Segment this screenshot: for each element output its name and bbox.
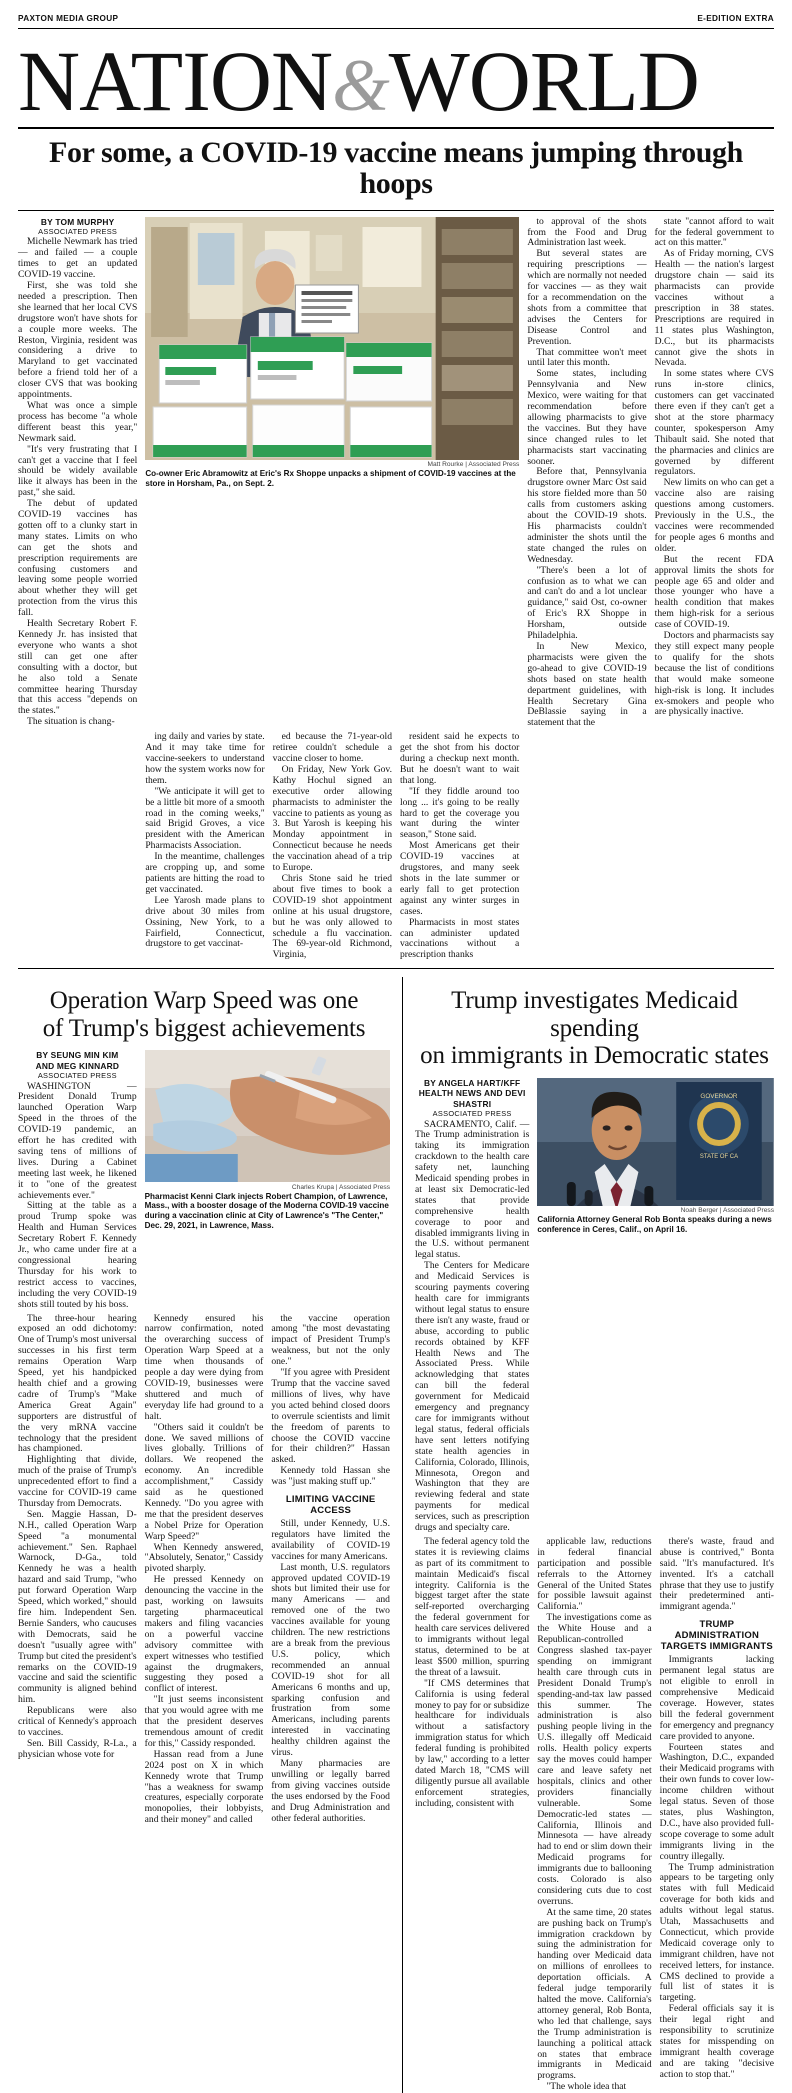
flag-ampersand: &: [332, 45, 389, 127]
article3-column-3: [660, 1537, 774, 2093]
paragraph: The three-hour hearing exposed an odd dichotomy: One of Trump's most universal successes in his first term remains Operation Warp Speed, yet his handpicked health chief and a growing cadre of Trump's "Make America Great Again" supporters are distrustful of the very mRNA vaccine technology that the president has championed.: [18, 1312, 137, 1455]
article1-continuation: [18, 732, 774, 961]
article1-photo: [145, 217, 519, 460]
paragraph: The Centers for Medicare and Medicaid Services is scouring payments covering health care for immigrants without legal status to ensure there isn't any waste, fraud or abuse, according to public records obtained by KFF Health News and The Associated Press. While acknowledging that states can bill the federal government for Medicaid emergency and pregnancy care for immigrants without legal status, federal officials have sent letters notifying state health agencies in California, Colorado, Illinois, Minnesota, Oregon and Washington that they are reviewing federal and state payments for medical services, such as prescription drugs and specialty care.: [415, 1260, 530, 1534]
paragraph: When Kennedy answered, "Absolutely, Senator," Cassidy pivoted sharply.: [144, 1541, 264, 1575]
article2-byline: [18, 1050, 137, 1080]
paragraph: Health Secretary Robert F. Kennedy Jr. has insisted that everyone who wants a shot still can get one after consulting with a doctor, but he also told a Senate committee hearing Thursday that this access "depends on the states.": [18, 618, 138, 717]
article1-rule: [18, 210, 774, 211]
article3-headline: [415, 987, 774, 1070]
paragraph: there's waste, fraud and abuse is contrived," Bonta said. "It's manufactured. It's invented. It's a catchall phrase that they use to justify their predetermined anti-immigrant agenda.": [659, 1535, 774, 1613]
article1-column-2: [145, 732, 264, 961]
paragraph: But the recent FDA approval limits the shots for people age 65 and older and those younger who have a health condition that makes them high-risk for a serious case of COVID-19.: [654, 553, 774, 631]
article1-byline: [18, 217, 137, 237]
paragraph: Last month, U.S. regulators approved updated COVID-19 shots but limited their use for many Americans — and removed one of the two vaccines available for young children. The new restrictions are a break from the previous U.S. policy, which recommended an annual COVID-19 shot for all Americans 6 months and up, sparking confusion and frustration from some Americans, including parents interested in vaccinating healthy children against the virus.: [271, 1561, 390, 1759]
paragraph: ing daily and varies by state. And it may take time for vaccine-seekers to understand how the system works now for them.: [145, 731, 265, 786]
article2-byline-org: ASSOCIATED PRESS: [37, 1071, 117, 1081]
edition-label: E-EDITION EXTRA: [697, 14, 774, 23]
article3-photo: [537, 1078, 774, 1206]
paragraph: "If they fiddle around too long ... it's going to be really hard to get the coverage you want during the winter season," Stone said.: [400, 785, 520, 841]
paragraph: ed because the 71-year-old retiree couldn't schedule a vaccine closer to home.: [272, 731, 392, 765]
paragraph: Sen. Bill Cassidy, R-La., a physician whose vote for: [18, 1737, 137, 1760]
flag-word-world: WORLD: [388, 33, 699, 129]
paragraph: Many pharmacies are unwilling or legally barred from giving vaccines outside the uses endorsed by the Food and Drug Administration and other federal authorities.: [271, 1757, 390, 1824]
paragraph: Michelle Newmark has tried — and failed — a couple times to get an updated COVID-19 vaccine.: [18, 236, 138, 281]
paragraph: Highlighting that divide, much of the praise of Trump's unprecedented effort to find a vaccine for COVID-19 came Thursday from Democrats.: [18, 1454, 137, 1509]
paragraph: The investigations come as the White House and a Republican-controlled Congress slashed tax-payer spending on immigrant health care through cuts in President Donald Trump's spending-and-tax law passed this summer. The administration is also pushing people living in the U.S. illegally off Medicaid rolls. Health policy experts say the moves could hamper care and leave safety net hospitals, clinics and other providers financially vulnerable. Some Democratic-led states — California, Illinois and Minnesota — have already had to end or slim down their Medicaid programs for immigrants due to ballooning costs. Colorado is also considering cuts due to cost overruns.: [537, 1612, 652, 1907]
article2-subhead-text: LIMITING VACCINE ACCESS: [285, 1494, 376, 1517]
masthead-topbar: [18, 0, 774, 29]
paragraph: "It's very frustrating that I can't get a vaccine that I feel should be widely available like it always has been in the past," she said.: [18, 443, 138, 499]
paragraph: Most Americans get their COVID-19 vaccines at drugstores, and many seek shots in the late summer or early fall to get protection against any winter surges in cases.: [400, 840, 520, 917]
article3-column-1-cont: [415, 1537, 529, 2093]
paragraph: "If CMS determines that California is using federal money to pay for or subsidize healthcare for individuals without a satisfactory immigration status for which federal funding is prohibited by law," according to a letter dated March 18, "CMS will diligently pursue all available enforcement strategies, including, consistent with: [415, 1677, 530, 1809]
article2-column-3: [271, 1314, 390, 1827]
paragraph: At the same time, 20 states are pushing back on Trump's immigration crackdown by suing the administration for handing over Medicaid data on millions of enrollees to deportation officials. A federal judge temporarily halted the move. California's attorney general, Rob Bonta, who led that challenge, says the Trump administration is launching a political attack on states that embrace immigrants in Medicaid programs.: [537, 1906, 652, 2082]
paragraph: "The whole idea that: [546, 2081, 627, 2093]
article1-photo-block: [145, 217, 519, 730]
paragraph: "There's been a lot of confusion as to what we can and can't do and a lot unclear guidance," said Ost, co-owner of Eric's RX Shoppe in Horsham, outside Philadelphia.: [527, 564, 647, 642]
section-divider: [18, 968, 774, 969]
article1-photo-credit: Matt Rourke | Associated Press: [427, 461, 520, 469]
article1-headline: For some, a COVID-19 vaccine means jumping through hoops: [49, 136, 743, 201]
paragraph: Doctors and pharmacists say they still expect many people to qualify for the shots because the list of conditions that would make someone high-risk is long. It includes ex-smokers and people who are physically inactive.: [654, 630, 774, 718]
paragraph: Immigrants lacking permanent legal status are not eligible to enroll in comprehensive Medicaid coverage. However, states bill the federal government for emergency and pregnancy care provided to anyone.: [659, 1654, 774, 1742]
vaccination-photo-illustration: [145, 1050, 390, 1182]
paragraph: That committee won't meet until later this month.: [527, 346, 647, 369]
paragraph: applicable law, reductions in federal financial participation and possible referrals to the Attorney General of the United States for possible lawsuit against California.": [537, 1535, 652, 1613]
article3-photo-caption: California Attorney General Rob Bonta speaks during a news conference in Ceres, Calif., on April 16.: [537, 1215, 772, 1234]
flag-word-nation: NATION: [18, 33, 333, 129]
paragraph: Sen. Maggie Hassan, D-N.H., called Operation Warp Speed "a monumental achievement." Sen. Raphael Warnock, D-Ga., told Kennedy he was a health hazard and said Trump, "who put forward Operation Warp Speed, which worked," should fire him. Independent Sen. Bernie Sanders, who caucuses with Democrats, said he doesn't "usually agree with" Trump but cited the president's remarks on the COVID-19 vaccine and said the scientific community is aligned behind him.: [18, 1508, 137, 1706]
paragraph: Federal officials say it is their legal right and responsibility to scrutinize states for misspending on immigrant health coverage and are taking "decisive action to stop that.": [659, 2003, 774, 2080]
article3-byline: [415, 1078, 529, 1119]
article1-column-1: [18, 217, 137, 730]
paragraph: Fourteen states and Washington, D.C., expanded their Medicaid programs with their own funds to cover low-income children without legal status. Seven of those states, plus Washington, D.C., have also provided full-scope coverage to some adult immigrants living in the country illegally.: [659, 1741, 774, 1862]
paragraph: In New Mexico, pharmacists were given the go-ahead to give COVID-19 shots based on state health department guidelines, with Health Secretary Gina DeBlassie saying in a statement that the: [527, 640, 647, 729]
article3-column-1: [415, 1078, 529, 1534]
article3-byline-line3: SHASTRI: [453, 1098, 492, 1109]
paragraph: As of Friday morning, CVS Health — the nation's largest drugstore chain — said its pharmacists can provide vaccines without a prescription in 38 states. Prescriptions are required in 11 states plus Washington, D.C., but its pharmacists cannot give the shots in Nevada.: [654, 248, 774, 369]
article2-column-1-cont: [18, 1314, 137, 1827]
article2: [18, 977, 390, 2093]
pharmacy-photo-illustration: [145, 217, 519, 460]
article1-byline-name: BY TOM MURPHY: [40, 216, 115, 227]
paragraph: Lee Yarosh made plans to drive about 30 miles from Ossining, New York, to a Fairfield, Connecticut, drugstore to get vaccinat-: [145, 894, 265, 950]
article2-column-2: [145, 1314, 264, 1827]
paragraph: Sitting at the table as a proud Trump spoke was Health and Human Services Secretary Robert F. Kennedy Jr., who came under fire at a congressional hearing Thursday for his work to restrict access to vaccines, including the very COVID-19 shots still touted by his boss.: [18, 1200, 137, 1310]
article1-column-5: [527, 217, 646, 730]
paragraph: The situation is chang-: [27, 716, 115, 728]
paragraph: Pharmacists in most states can administer updated vaccinations without a prescription thanks: [400, 916, 520, 961]
article2-subhead: [271, 1494, 390, 1516]
article1-column-3: [273, 732, 392, 961]
article3-column-2: [537, 1537, 651, 2093]
paragraph: Kennedy told Hassan she was "just making stuff up.": [271, 1465, 390, 1488]
article3-photo-block: [537, 1078, 774, 1534]
paragraph: Still, under Kennedy, U.S. regulators have limited the availability of COVID-19 vaccines for many Americans.: [271, 1518, 390, 1562]
paragraph: state "cannot afford to wait for the federal government to act on this matter.": [654, 215, 774, 249]
article3-headline-line1: Trump investigates Medicaid spending: [451, 987, 738, 1042]
paragraph: Hassan read from a June 2024 post on X in which Kennedy wrote that Trump "has a weakness for swamp creatures, especially corporate monopolies, their lobbyists, and their money" and called: [144, 1748, 264, 1826]
paragraph: In some states where CVS runs in-store clinics, customers can get vaccinated there even if they can't get a shot at the store pharmacy counter, spokesperson Amy Thibault said. She noted that the pharmacies and clinics are governed by different regulators.: [654, 368, 774, 478]
article1-photo-caption: Co-owner Eric Abramowitz at Eric's Rx Shoppe unpacks a shipment of COVID-19 vaccines at the store in Horsham, Pa., on Sept. 2.: [145, 469, 516, 488]
article2-top: [18, 1050, 390, 1310]
paragraph: The federal agency told the states it is reviewing claims as part of its commitment to maintain Medicaid's fiscal integrity. California is the biggest target after the state self-reported overcharging the federal government for health care services delivered to immigrants without legal status, determined to be at least $500 million, spurring the threat of a lawsuit.: [415, 1535, 530, 1678]
article2-headline-line2: of Trump's biggest achievements: [42, 1014, 366, 1042]
article3-body: [415, 1537, 774, 2093]
paragraph: SACRAMENTO, Calif. — The Trump administration is taking its immigration crackdown to the health care safety net, launching Medicaid spending probes in at least six Democratic-led states that provide comprehensive health coverage to poor and disabled immigrants living in the U.S. without permanent legal status.: [415, 1118, 530, 1261]
article2-column-1: [18, 1050, 137, 1310]
paragraph: the vaccine operation among "the most devastating impact of President Trump's weakness, but not the only one.": [271, 1312, 390, 1368]
paragraph: Republicans were also critical of Kennedy's approach to vaccines.: [18, 1705, 137, 1738]
article1-byline-org: ASSOCIATED PRESS: [38, 227, 118, 237]
article2-headline-line1: Operation Warp Speed was one: [49, 987, 359, 1015]
article2-body: [18, 1314, 390, 1827]
paragraph: Before that, Pennsylvania drugstore owner Marc Ost said his store fielded more than 50 calls from customers asking about the COVID-19 shots. His pharmacists couldn't administer the shots until the state changed the rules on Wednesday.: [527, 466, 647, 565]
paragraph: New limits on who can get a vaccine also are raising questions among customers. Previously in the U.S., the vaccines were recommended for people ages 6 months and older.: [654, 477, 774, 554]
paragraph: He pressed Kennedy on denouncing the vaccine in the past, working on lawsuits targeting pharmaceutical makers and filing vacancies on a powerful vaccine advisory committee with expert witnesses who testified against the drugmakers, suggesting they posed a conflict of interest.: [144, 1574, 264, 1695]
paragraph: "It just seems inconsistent that you would agree with me that the president deserves tremendous amount of credit for this," Cassidy responded.: [144, 1694, 264, 1749]
paragraph: to approval of the shots from the Food and Drug Administration last week.: [527, 215, 647, 249]
article2-headline: [18, 987, 390, 1042]
paragraph: "If you agree with President Trump that the vaccine saved millions of lives, why have you acted behind closed doors to overrule scientists and limit the freedom of parents to choose the COVID vaccine for their children?" Hassan asked.: [271, 1367, 390, 1466]
article2-byline-line2: AND MEG KINNARD: [35, 1060, 120, 1071]
paragraph: But several states are requiring prescriptions — which are normally not needed for vaccines — as they wait for a recommendation on the shots from a committee that advises the Centers for Disease Control and Prevention.: [527, 248, 647, 347]
article3-byline-line1: BY ANGELA HART/KFF: [423, 1077, 521, 1088]
press-conference-photo-illustration: [537, 1078, 774, 1206]
lower-articles: [18, 977, 774, 2093]
article2-byline-line1: BY SEUNG MIN KIM: [36, 1050, 119, 1061]
paragraph: WASHINGTON — President Donald Trump launched Operation Warp Speed in the throes of the COVID-19 pandemic, an effort he has credited with saving tens of millions of lives. During a Cabinet meeting last week, he likened it to "one of the greatest achievements ever.": [18, 1080, 137, 1201]
section-flag: [18, 29, 774, 127]
article3-headline-line2: on immigrants in Democratic states: [420, 1042, 769, 1070]
article2-photo-caption: Pharmacist Kenni Clark injects Robert Champion, of Lawrence, Mass., with a booster dosage of the Moderna COVID-19 vaccine during a vaccination clinic at City of Lawrence's "The Center," Dec. 29, 2021, in Lawrence, Mass.: [144, 1191, 389, 1230]
paragraph: "Others said it couldn't be done. We saved millions of lives globally. Trillions of dollars. We reopened the economy. An incredible accomplishment," Cassidy said as he questioned Kennedy. "Do you agree with me that the president deserves a Nobel Prize for Operation Warp Speed?": [144, 1421, 264, 1542]
article3-photo-credit: Noah Berger | Associated Press: [680, 1207, 774, 1215]
article2-photo: [145, 1050, 390, 1182]
article3-top: [415, 1078, 774, 1534]
article3-byline-line2: HEALTH NEWS AND DEVI: [418, 1088, 526, 1099]
paragraph: First, she was told she needed a prescription. Then she learned that her local CVS drugstore won't have shots for a couple more weeks. The Reston, Virginia, resident was considering a drive to Maryland to get vaccinated before a friend told her of a closer CVS that was booking appointments.: [18, 280, 138, 401]
paragraph: "We anticipate it will get to be a little bit more of a smooth road in the coming weeks," said Brigid Groves, a vice president with the American Pharmacists Association.: [145, 785, 265, 852]
article1-body: [18, 217, 774, 730]
svg-text:STATE OF CA: STATE OF CA: [700, 1153, 739, 1160]
paragraph: In the meantime, challenges are cropping up, and some patients are hitting the road to get vaccinated.: [145, 851, 265, 895]
paragraph: Chris Stone said he tried about five times to book a COVID-19 shot appointment online at his usual drugstore, but he was only allowed to schedule a flu vaccination. The 69-year-old Richmond, Virginia,: [272, 873, 392, 961]
article2-photo-block: [145, 1050, 390, 1310]
article1-column-4: [400, 732, 519, 961]
article3-subhead: [660, 1619, 774, 1652]
article2-photo-credit: Charles Krupa | Associated Press: [291, 1183, 390, 1191]
paragraph: Some states, including Pennsylvania and New Mexico, were waiting for that recommendation before allowing pharmacists to give the vaccines. But they have since changed rules to let pharmacists start vaccinating sooner.: [527, 368, 647, 467]
article3-byline-org: ASSOCIATED PRESS: [432, 1109, 512, 1119]
paragraph: The Trump administration appears to be targeting only states with full Medicaid coverage for both kids and adults without legal status. Utah, Massachusetts and Connecticut, which provide Medicaid coverage only to immigrant children, have not received letters, for instance. CMS declined to provide a full list of states it is targeting.: [659, 1861, 774, 2004]
paragraph: The debut of updated COVID-19 vaccines has gotten off to a clunky start in many states. Limits on who can get the shots and prescription requirements are confusing customers and leaving some people worried about whether they will get protection from the virus this fall.: [18, 498, 138, 619]
article1-column-6: [655, 217, 774, 730]
article3: [402, 977, 774, 2093]
paragraph: resident said he expects to get the shot from his doctor during a checkup next month. But he doesn't want to wait that long.: [400, 731, 520, 786]
publisher-name: PAXTON MEDIA GROUP: [18, 14, 119, 23]
svg-text:GOVERNOR: GOVERNOR: [700, 1092, 738, 1100]
paragraph: What was once a simple process has become "a whole different beast this year," Newmark said.: [18, 399, 138, 444]
article3-subhead-text: TRUMP ADMINISTRATION TARGETS IMMIGRANTS: [660, 1619, 773, 1653]
paragraph: Kennedy ensured his narrow confirmation, noted the overarching success of Operation Warp Speed at a time when thousands of people a day were dying from COVID-19, businesses were shuttered and much of everyday life had ground to a halt.: [144, 1312, 264, 1422]
paragraph: On Friday, New York Gov. Kathy Hochul signed an executive order allowing pharmacists to administer the vaccine to patients as young as 3. But Yarosh is keeping his Monday appointment in Connecticut because he needs the vaccination ahead of a trip to Europe.: [272, 763, 392, 874]
